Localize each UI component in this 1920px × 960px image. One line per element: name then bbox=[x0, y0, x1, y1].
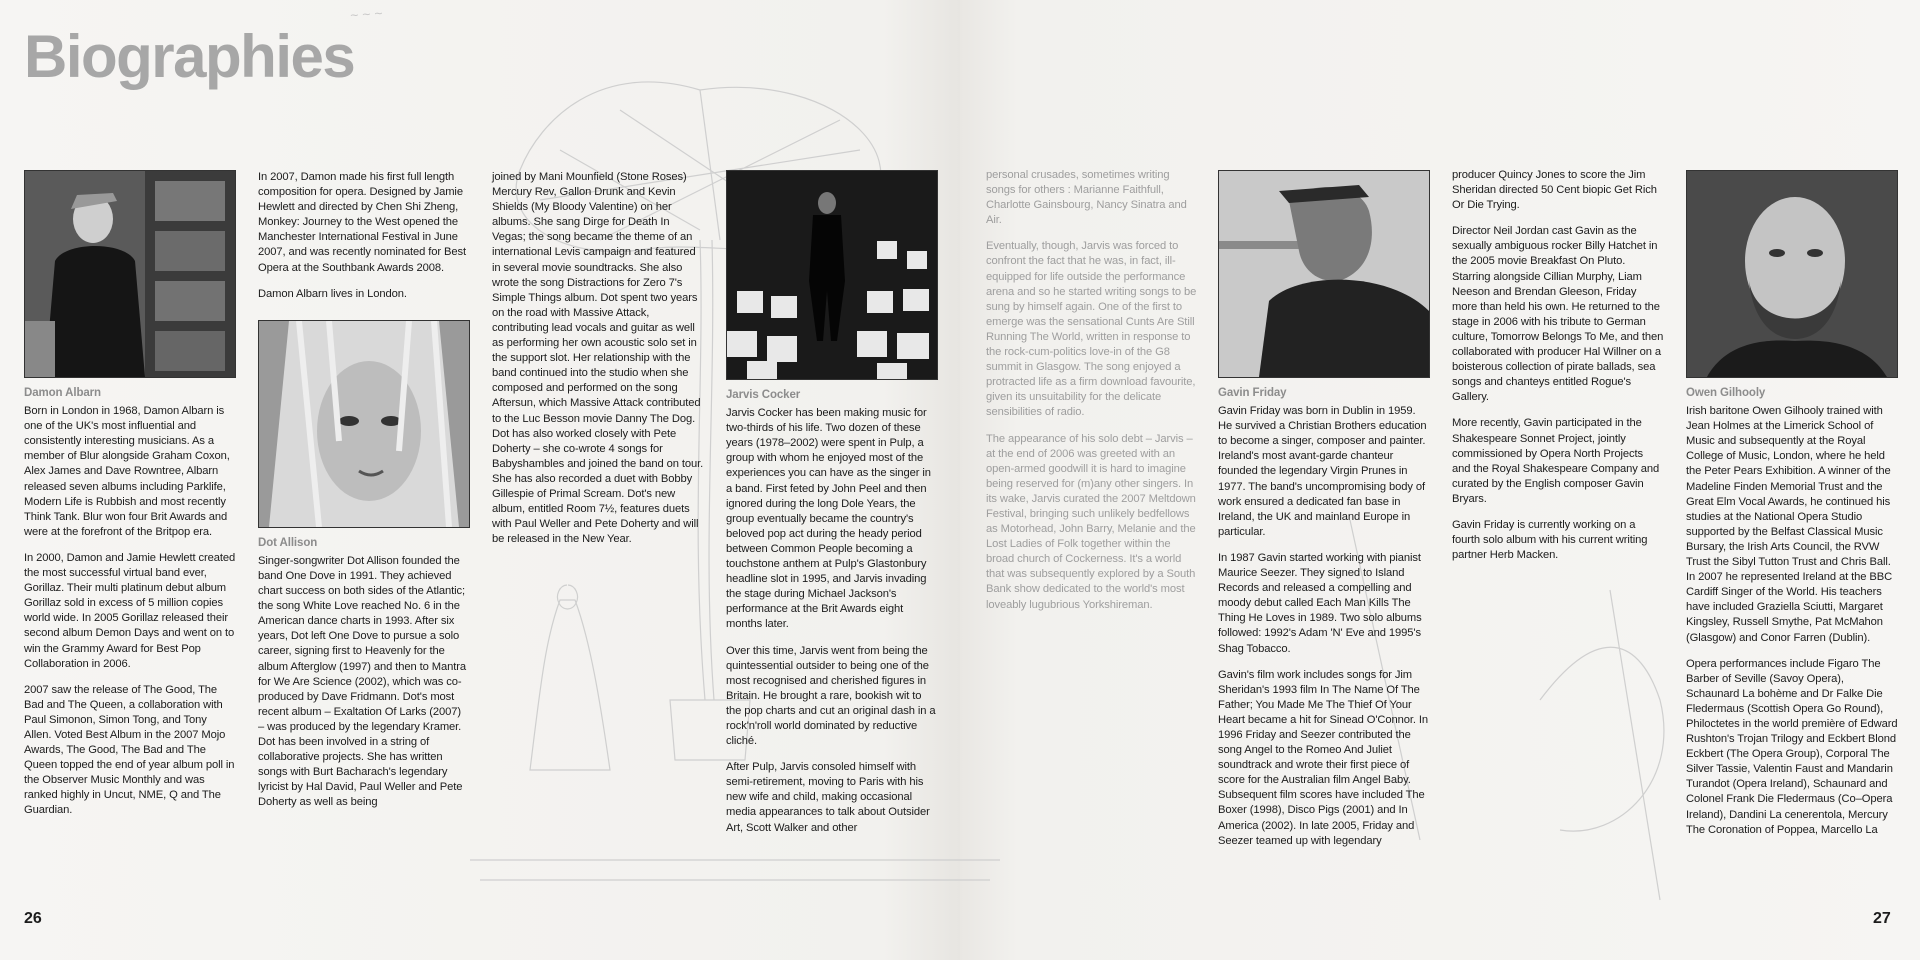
jarvis-cocker-bio bbox=[726, 170, 938, 847]
page-number-right: 27 bbox=[1873, 910, 1891, 927]
owen-gilhooly-photo bbox=[1686, 170, 1898, 378]
damon-albarn-photo bbox=[24, 170, 236, 378]
jarvis-cocker-name: Jarvis Cocker bbox=[726, 389, 801, 401]
bio-paragraph: producer Quincy Jones to score the Jim Sheridan directed 50 Cent biopic Get Rich Or Die Trying. bbox=[1452, 169, 1657, 212]
bio-paragraph: Gavin's film work includes songs for Jim Sheridan's 1993 film In The Name Of The Father; You Made Me The Thief Of Your Heart became a hit for Sinead O'Connor. In 1996 Friday and Seezer contributed the song Angel to the Romeo And Juliet soundtrack and wrote their first piece of score for the Australian film Angel Baby. Subsequent film scores have included The Boxer (1998), Disco Pigs (2001) and In America (2002). In late 2005, Friday and Seezer teamed up with legendary bbox=[1218, 668, 1428, 847]
bio-paragraph: personal crusades, sometimes writing songs for others : Marianne Faithfull, Charlotte Gainsbourg, Nancy Sinatra and Air. bbox=[986, 169, 1187, 227]
page-title: Biographies bbox=[24, 23, 355, 90]
bio-paragraph: In 2007, Damon made his first full length composition for opera. Designed by Jamie Hewlett and directed by Chen Shi Zheng, Monkey: Journey to the West opened the Manchester International Festival in June 2007, and was recently nominated for Best Opera at the Southbank Awards 2008. bbox=[258, 171, 466, 274]
gavin-friday-photo bbox=[1218, 170, 1430, 378]
column-2 bbox=[258, 170, 470, 821]
bio-paragraph: After Pulp, Jarvis consoled himself with semi-retirement, moving to Paris with his new wife and child, making occasional media appearances to talk about Outsider Art, Scott Walker and other bbox=[726, 761, 930, 834]
bio-paragraph: joined by Mani Mounfield (Stone Roses) Mercury Rev, Gallon Drunk and Kevin Shields (My Bloody Valentine) on her albums. She sang Dirge for Death In Vegas; the song became the theme of an international Levis campaign and featured in several movie soundtracks. She also wrote the song Distractions for Zero 7's Simple Things album. Dot spent two years on the road with Massive Attack, contributing lead vocals and guitar as well as performing her own acoustic solo set in the support slot. Her relationship with the band continued into the studio when she composed and performed on the song Aftersun, which Massive Attack contributed to the Luc Besson movie Danny The Dog. Dot has also worked closely with Pete Doherty – she co-wrote 4 songs for Babyshambles and joined the band on tour. She has also recorded a duet with Bobby Gillespie of Primal Scream. Dot's new album, entitled Room 7½, features duets with Paul Weller and Pete Doherty and will be released in the New Year. bbox=[492, 171, 704, 546]
bio-paragraph: Over this time, Jarvis went from being the quintessential outsider to being one of the most recognised and cherished figures in Britain. He brought a rare, bookish wit to the pop charts and cut an original dash in a rock'n'roll world dominated by reductive cliché. bbox=[726, 644, 936, 748]
damon-albarn-bio bbox=[24, 170, 236, 830]
bio-paragraph: In 2000, Damon and Jamie Hewlett created the most successful virtual band ever, Gorillaz. Their multi platinum debut album Gorillaz sold in excess of 5 million copies world wide. In 2005 Gorillaz released their second album Demon Days and went on to win the Grammy Award for Best Pop Collaboration in 2006. bbox=[24, 551, 236, 670]
bio-paragraph: Gavin Friday was born in Dublin in 1959. He survived a Christian Brothers education to become a singer, composer and painter. Ireland's most avant-garde chanteur founded the legendary Virgin Prunes in 1977. The band's uncompromising body of work ensured a dedicated fan base in Ireland, the UK and mainland Europe in particular. bbox=[1218, 405, 1427, 538]
bio-paragraph: Damon Albarn lives in London. bbox=[258, 287, 407, 300]
bio-paragraph: Irish baritone Owen Gilhooly trained with Jean Holmes at the Limerick School of Music and subsequently at the Royal College of Music, London, where he held the Peter Pears Exhibition. A winner of the Madeline Finden Memorial Trust and the Great Elm Vocal Awards, he continued his studies at the National Opera Studio supported by the Belfast Classical Music Bursary, the Irish Arts Council, the RVW Trust the Sibyl Tutton Trust and Chris Ball. In 2007 he represented Ireland at the BBC Cardiff Singer of the World. His teachers have included Graziella Sciutti, Margaret Kingsley, Russell Smythe, Pat McMahon (Glasgow) and Conor Farren (Dublin). bbox=[1686, 405, 1893, 644]
bio-paragraph: 2007 saw the release of The Good, The Bad and The Queen, a collaboration with Paul Simonon, Simon Tong, and Tony Allen. Voted Best Album in the 2007 Mojo Awards, The Good, The Bad and The Queen topped the end of year album poll in the Observer Music Monthly and was ranked highly in Uncut, NME, Q and The Guardian. bbox=[24, 683, 235, 817]
bio-paragraph: Opera performances include Figaro The Barber of Seville (Savoy Opera), Schaunard La bohème and Dr Falke Die Fledermaus (Scottish Opera Go Round), Philoctetes in the world première of Edward Rushton's Trojan Trilogy and Eckbert Blond Eckbert (The Opera Group), Corporal The Silver Tassie, Valentin Faust and Mandarin Turandot (Opera Ireland), Schaunard and Colonel Frank Die Fledermaus (Co–Opera Ireland), Dandini La cenerentola, Mercury The Coronation of Poppea, Marcello La bbox=[1686, 657, 1898, 836]
bio-paragraph: Director Neil Jordan cast Gavin as the sexually ambiguous rocker Billy Hatchet in the 2005 movie Breakfast On Pluto. Starring alongside Cillian Murphy, Liam Neeson and Brendan Gleeson, Friday more than held his own. He returned to the stage in 2006 with his tribute to German culture, Tomorrow Belongs To Me, and then collaborated with producer Hal Willner on a boisterous collection of pirate ballads, sea songs and chanteys entitled Rogue's Gallery. bbox=[1452, 225, 1664, 404]
column-7 bbox=[1452, 168, 1664, 574]
owen-gilhooly-bio bbox=[1686, 170, 1898, 849]
column-5 bbox=[986, 168, 1198, 624]
bio-paragraph: Born in London in 1968, Damon Albarn is one of the UK's most influential and consistently interesting musicians. As a member of Blur alongside Graham Coxon, Alex James and Dave Rowntree, Albarn released seven albums including Parklife, Modern Life is Rubbish and most recently Think Tank. Blur won four Brit Awards and were at the forefront of the Britpop era. bbox=[24, 405, 230, 538]
bio-paragraph: Eventually, though, Jarvis was forced to confront the fact that he was, in fact, ill-equipped for life outside the performance arena and so he started writing songs to be sung by himself again. One of the first to emerge was the sensational Cunts Are Still Running The World, written in response to the rock-cum-politics love-in of the G8 summit in Glasgow. The song enjoyed a protracted life as a firm download favourite, given its unsuitability for the delicate sensibilities of radio. bbox=[986, 240, 1197, 419]
gavin-friday-bio bbox=[1218, 170, 1430, 860]
dot-allison-photo bbox=[258, 320, 470, 528]
jarvis-cocker-photo bbox=[726, 170, 938, 380]
bio-paragraph: The appearance of his solo debt – Jarvis – at the end of 2006 was greeted with an open-armed goodwill it is hard to imagine being reserved for (m)any other singers. In its wake, Jarvis curated the 2007 Meltdown Festival, bringing such unlikely bedfellows as Motorhead, John Barry, Melanie and the Lost Ladies of Folk together within the broad church of Cockerness. It's a world that was subsequently explored by a South Bank show dedicated to the world's most loveably lugubrious Yorkshireman. bbox=[986, 432, 1196, 611]
bio-paragraph: Gavin Friday is currently working on a fourth solo album with his current writing partner Herb Macken. bbox=[1452, 518, 1648, 562]
bio-paragraph: Jarvis Cocker has been making music for two-thirds of his life. Two dozen of these years (1978–2002) were spent in Pulp, a group with whom he enjoyed most of the experiences you can have as the singer in a band. First feted by John Peel and then ignored during the long Dole Years, the group eventually became the country's beloved pop act during the heady period between Common People becoming a touchstone anthem at Pulp's Glastonbury headline slot in 1995, and Jarvis invading the stage during Michael Jackson's performance at the Brit Awards eight months later. bbox=[726, 407, 931, 631]
handwritten-scribble: ~ ~ ~ bbox=[349, 4, 383, 24]
gavin-friday-name: Gavin Friday bbox=[1218, 387, 1287, 399]
bio-paragraph: Singer-songwriter Dot Allison founded the band One Dove in 1991. They achieved chart success on both sides of the Atlantic; the song White Love reached No. 6 in the American dance charts in 1993. After six years, Dot left One Dove to pursue a solo career, signing first to Heavenly for the album Afterglow (1997) and then to Mantra for We Are Science (2002), which was co-produced by Dave Fridmann. Dot's most recent album – Exaltation Of Larks (2007) – was produced by the legendary Kramer. Dot has been involved in a string of collaborative projects. She has written songs with Burt Bacharach's legendary lyricist by Hal David, Paul Weller and Pete Doherty as well as being bbox=[258, 554, 466, 809]
page-number-left: 26 bbox=[24, 910, 42, 927]
bio-paragraph: In 1987 Gavin started working with pianist Maurice Seezer. They signed to Island Records and released a compelling and moody debut called Each Man Kills The Thing He Loves in 1989. Two solo albums followed: 1992's Adam 'N' Eve and 1995's Shag Tobacco. bbox=[1218, 551, 1422, 655]
bio-paragraph: More recently, Gavin participated in the Shakespeare Sonnet Project, jointly commissioned by Opera North Projects and the Royal Shakespeare Company and curated by the English composer Gavin Bryars. bbox=[1452, 417, 1660, 505]
damon-albarn-name: Damon Albarn bbox=[24, 387, 101, 399]
column-3 bbox=[492, 170, 704, 558]
owen-gilhooly-name: Owen Gilhooly bbox=[1686, 387, 1766, 399]
dot-allison-name: Dot Allison bbox=[258, 536, 318, 549]
